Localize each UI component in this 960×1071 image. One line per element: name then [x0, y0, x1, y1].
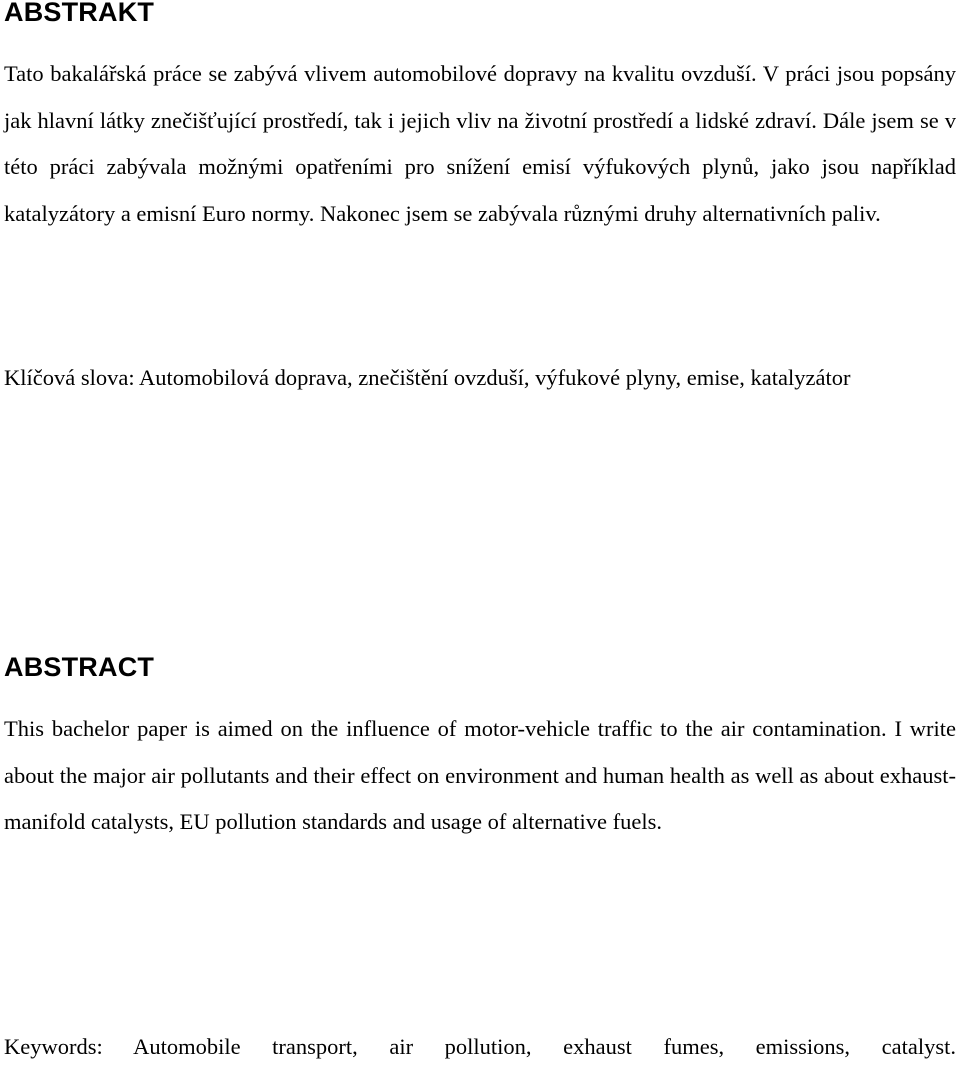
abstrakt-heading: ABSTRAKT: [4, 0, 155, 27]
english-keywords-paragraph: Keywords: Automobile transport, air pollution, exhaust fumes, emissions, catalyst.: [4, 1034, 956, 1059]
english-abstract-paragraph: This bachelor paper is aimed on the influence of motor-vehicle traffic to the air contamination. I write about the major air pollutants and their effect on environment and human health as well as about exhaust-manifold catalysts, EU pollution standards and usage of alternative fuels.: [4, 716, 956, 835]
abstract-heading: ABSTRACT: [4, 652, 155, 682]
czech-abstract-paragraph: Tato bakalářská práce se zabývá vlivem automobilové dopravy na kvalitu ovzduší. V práci jsou popsány jak hlavní látky znečišťující prostředí, tak i jejich vliv na životní prostředí a lidské zdraví. Dále jsem se v této práci zabývala možnými opatřeními pro snížení emisí výfukových plynů, jako jsou například katalyzátory a emisní Euro normy. Nakonec jsem se zabývala různými druhy alternativních paliv.: [4, 61, 956, 226]
czech-keywords-paragraph: Klíčová slova: Automobilová doprava, znečištění ovzduší, výfukové plyny, emise, katalyzátor: [4, 365, 851, 390]
